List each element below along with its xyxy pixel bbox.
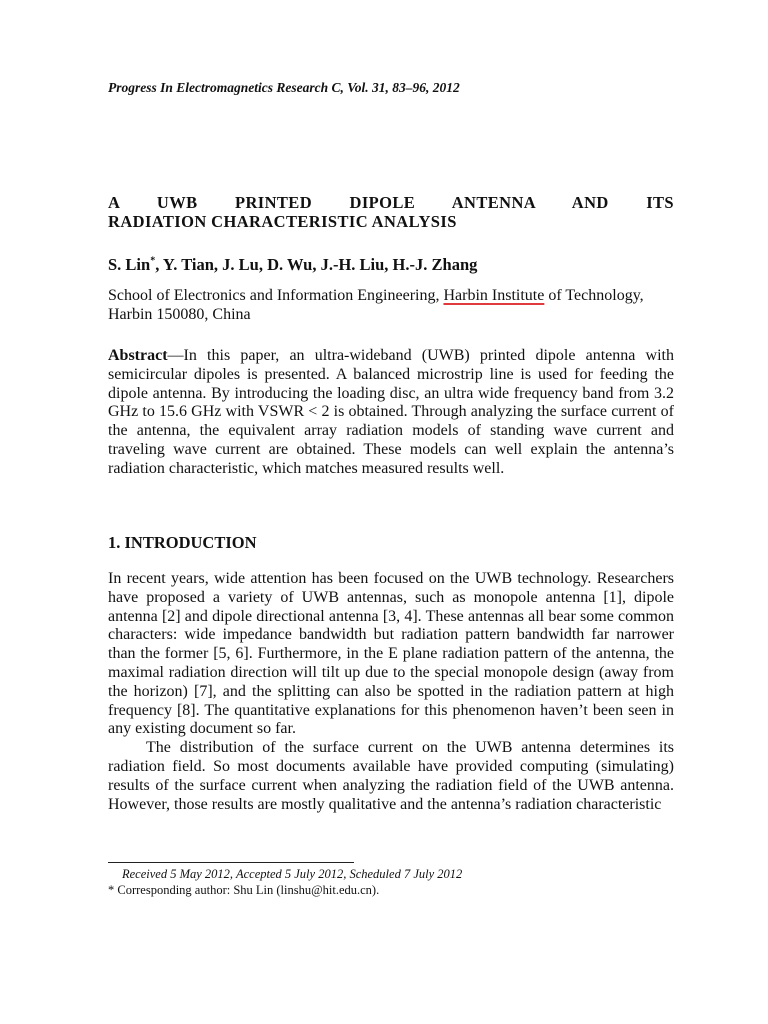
title-line-1: A UWB PRINTED DIPOLE ANTENNA AND ITS (108, 193, 674, 212)
abstract (108, 347, 674, 479)
affiliation-end: of Technology, Harbin 150080, China (108, 287, 644, 323)
paragraph-2: The distribution of the surface current on the UWB antenna determines its radiation field. So most documents available have provided computing (simulating) results of the surface current when analyzing the radiation field of the UWB antenna. However, those results are mostly qualitative and the antenna’s radiation characteristic (108, 739, 674, 813)
corresponding-mark: * (150, 255, 156, 267)
paper-title (108, 193, 674, 231)
footnote-received: Received 5 May 2012, Accepted 5 July 2012, Scheduled 7 July 2012 (122, 867, 463, 881)
abstract-label: Abstract (108, 347, 168, 364)
affiliation (108, 286, 676, 324)
other-authors: , Y. Tian, J. Lu, D. Wu, J.-H. Liu, H.-J. Zhang (155, 255, 478, 274)
title-line-2: RADIATION CHARACTERISTIC ANALYSIS (108, 212, 457, 231)
footnote-corresponding: * Corresponding author: Shu Lin (linshu@hit.edu.cn). (108, 883, 380, 897)
journal-citation: Progress In Electromagnetics Research C, Vol. 31, 83–96, 2012 (108, 80, 460, 95)
abstract-text: —In this paper, an ultra-wideband (UWB) printed dipole antenna with semicircular dipoles is presented. A balanced microstrip line is used for feeding the dipole antenna. By introducing the loading disc, an ultra wide frequency band from 3.2 GHz to 15.6 GHz with VSWR < 2 is obtained. Through analyzing the surface current of the antenna, the equivalent array radiation models of standing wave current and traveling wave current are obtained. These models can well explain the antenna’s radiation characteristic, which matches measured results well. (108, 347, 674, 477)
first-author: S. Lin (108, 255, 151, 274)
affiliation-start: School of Electronics and Information Engineering, (108, 287, 444, 304)
paragraph-1: In recent years, wide attention has been focused on the UWB technology. Researchers have proposed a variety of UWB antennas, such as monopole antenna [1], dipole antenna [2] and dipole directional antenna [3, 4]. These antennas all bear some common characters: wide impedance bandwidth but radiation pattern bandwidth far narrower than the former [5, 6]. Furthermore, in the E plane radiation pattern of the antenna, the maximal radiation direction will tilt up due to the special monopole design (away from the horizon) [7], and the splitting can also be spotted in the radiation pattern at high frequency [8]. The quantitative explanations for this phenomenon haven’t been seen in any existing document so far. (108, 570, 674, 738)
author-list (108, 255, 674, 275)
section-body (108, 570, 674, 814)
footnote-rule (108, 862, 354, 863)
affiliation-highlight[interactable]: Harbin Institute (443, 287, 545, 304)
section-heading: 1. INTRODUCTION (108, 533, 257, 552)
